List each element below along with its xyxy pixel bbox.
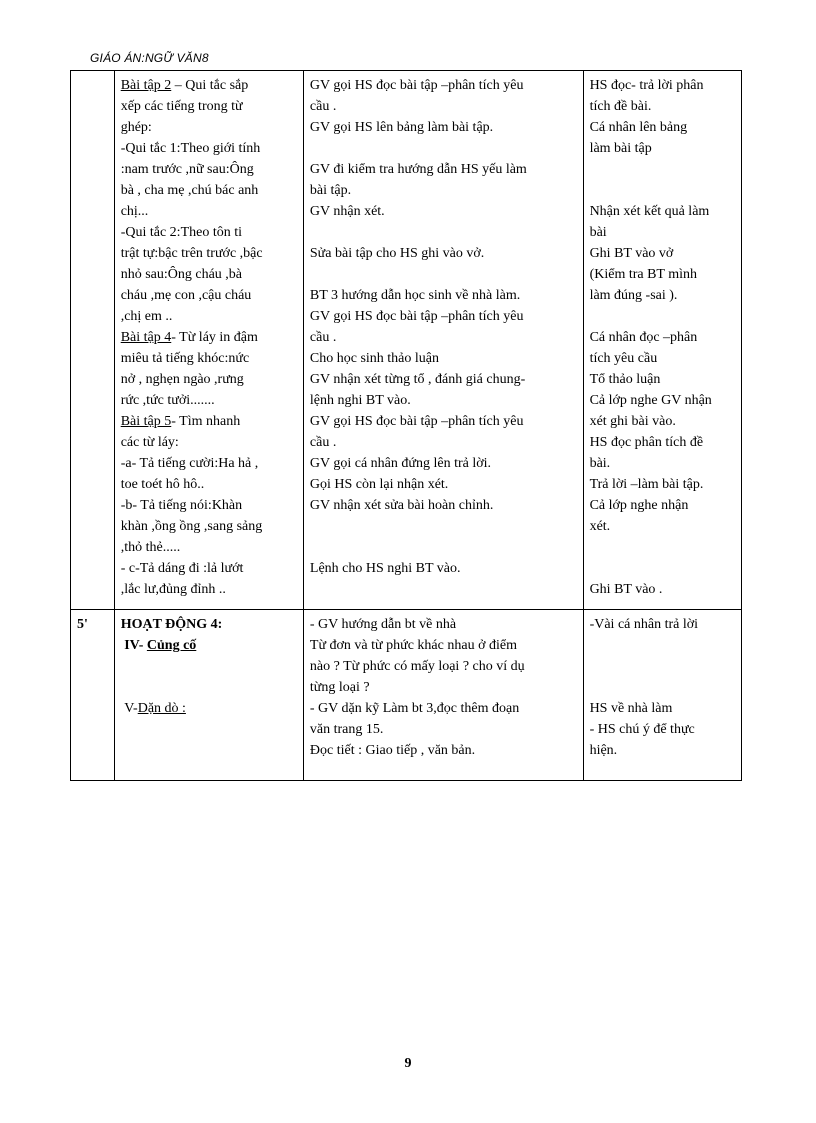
table-row [71,71,742,610]
time-cell [71,71,115,610]
teacher-activity-cell: - GV hướng dẫn bt về nhà Từ đơn và từ phức khác nhau ở điểm nào ? Từ phức có mấy loại ? cho ví dụ từng loại ? - GV dặn kỹ Làm bt 3,đọc thêm đoạn văn trang 15. Đọc tiết : Giao tiếp , văn bản. [303,610,583,781]
student-activity-cell: -Vài cá nhân trả lời HS về nhà làm - HS chú ý để thực hiện. [583,610,741,781]
time-cell: 5' [71,610,115,781]
exercise-2-label: Bài tập 2 [120,78,172,93]
homework-label: Dặn dò : [137,701,186,716]
page-number: 9 [404,1056,412,1071]
lesson-plan-table [70,70,742,781]
consolidation-label: Củng cố [146,638,197,653]
content-cell: HOẠT ĐỘNG 4: IV- Củng cố V-Dặn dò : [114,610,303,781]
exercise-5-label: Bài tập 5 [120,414,172,429]
activity-heading: HOẠT ĐỘNG 4: [120,617,223,632]
student-activity-cell: HS đọc- trả lời phân tích đề bài. Cá nhân lên bảng làm bài tập Nhận xét kết quả làm bài Ghi BT vào vở (Kiểm tra BT mình làm đúng -sai ). Cá nhân đọc –phân tích yêu cầu Tổ thảo luận Cả lớp nghe GV nhận xét ghi bài vào. HS đọc phân tích đề bài. Trả lời –làm bài tập. Cả lớp nghe nhận xét. Ghi BT vào . [583,71,741,610]
exercise-4-label: Bài tập 4 [120,330,172,345]
table-row [71,610,742,781]
content-cell: Bài tập 2 – Qui tắc sắp xếp các tiếng trong từ ghép: -Qui tắc 1:Theo giới tính :nam trước ,nữ sau:Ông bà , cha mẹ ,chú bác anh chị... -Qui tắc 2:Theo tôn ti trật tự:bậc trên trước ,bậc nhỏ sau:Ông cháu ,bà cháu ,mẹ con ,cậu cháu ,chị em .. Bài tập 4- Từ láy in đậm miêu tả tiếng khóc:nức nở , nghẹn ngào ,rưng rức ,tức tưởi....... Bài tập 5- Tìm nhanh các từ láy: -a- Tả tiếng cười:Ha hả , toe toét hô hô.. -b- Tả tiếng nói:Khàn khàn ,ồng ồng ,sang sảng ,thỏ thẻ..... - c-Tả dáng đi :lả lướt ,lắc lư,đủng đỉnh .. [114,71,303,610]
teacher-activity-cell: GV gọi HS đọc bài tập –phân tích yêu cầu . GV gọi HS lên bảng làm bài tập. GV đi kiểm tra hướng dẫn HS yếu làm bài tập. GV nhận xét. Sửa bài tập cho HS ghi vào vở. BT 3 hướng dẫn học sinh về nhà làm. GV gọi HS đọc bài tập –phân tích yêu cầu . Cho học sinh thảo luận GV nhận xét từng tổ , đánh giá chung- lệnh nghi BT vào. GV gọi HS đọc bài tập –phân tích yêu cầu . GV gọi cá nhân đứng lên trả lời. Gọi HS còn lại nhận xét. GV nhận xét sửa bài hoàn chỉnh. Lệnh cho HS nghi BT vào. [303,71,583,610]
page-header: GIÁO ÁN:NGỮ VĂN8 [90,51,209,65]
